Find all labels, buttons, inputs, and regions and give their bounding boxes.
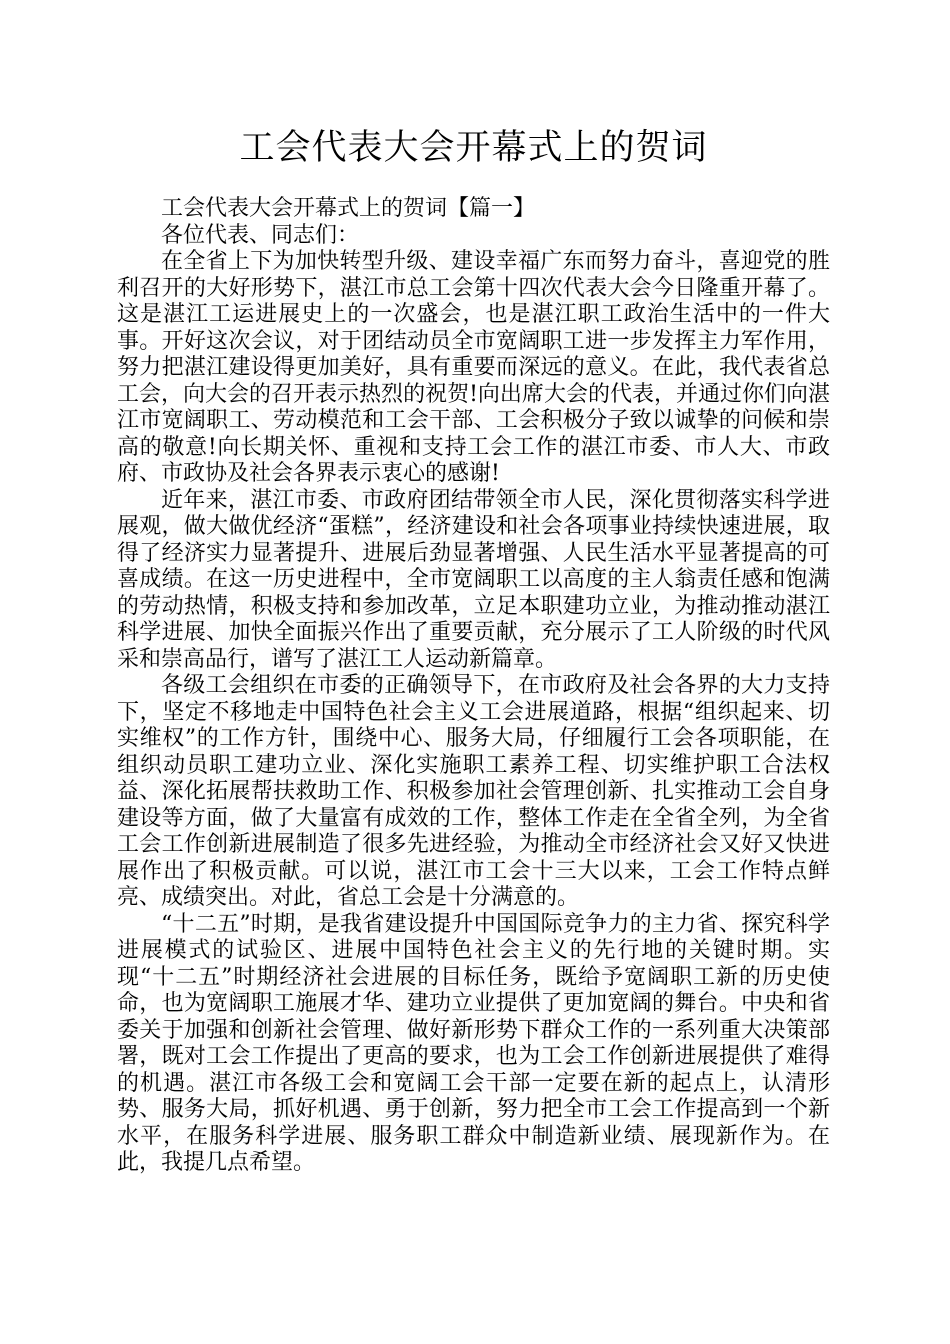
section-heading: 工会代表大会开幕式上的贺词【篇一】 [161,196,536,221]
document-page [117,120,830,1177]
document-title: 工会代表大会开幕式上的贺词 [239,128,708,168]
paragraph-1: 在全省上下为加快转型升级、建设幸福广东而努力奋斗，喜迎党的胜利召开的大好形势下，湛江市总工会第十四次代表大会今日隆重开幕了。这是湛江工运进展史上的一次盛会，也是湛江职工政治生活中的一件大事。开好这次会议，对于团结动员全市宽阔职工进一步发挥主力军作用，努力把湛江建设得更加美好，具有重要而深远的意义。在此，我代表省总工会，向大会的召开表示热烈的祝贺!向出席大会的代表，并通过你们向湛江市宽阔职工、劳动模范和工会干部、工会积极分子致以诚挚的问候和崇高的敬意!向长期关怀、重视和支持工会工作的湛江市委、市人大、市政府、市政协及社会各界表示衷心的感谢! [117,249,830,486]
paragraph-2: 近年来，湛江市委、市政府团结带领全市人民，深化贯彻落实科学进展观，做大做优经济“蛋糕”，经济建设和社会各项事业持续快速进展，取得了经济实力显著提升、进展后劲显著增强、人民生活水平显著提高的可喜成绩。在这一历史进程中，全市宽阔职工以高度的主人翁责任感和饱满的劳动热情，积极支持和参加改革，立足本职建功立业，为推动推动湛江科学进展、加快全面振兴作出了重要贡献，充分展示了工人阶级的时代风采和崇高品行，谱写了湛江工人运动新篇章。 [117,487,830,672]
document-body [117,196,830,1177]
paragraph-3: 各级工会组织在市委的正确领导下，在市政府及社会各界的大力支持下，坚定不移地走中国特色社会主义工会进展道路，根据“组织起来、切实维权”的工作方针，围绕中心、服务大局，仔细履行工会各项职能，在组织动员职工建功立业、深化实施职工素养工程、切实维护职工合法权益、深化拓展帮扶救助工作、积极参加社会管理创新、扎实推动工会自身建设等方面，做了大量富有成效的工作，整体工作走在全省全列，为全省工会工作创新进展制造了很多先进经验，为推动全市经济社会又好又快进展作出了积极贡献。可以说，湛江市工会十三大以来，工会工作特点鲜亮、成绩突出。对此，省总工会是十分满意的。 [117,673,830,910]
paragraph-4: “十二五”时期，是我省建设提升中国国际竞争力的主力省、探究科学进展模式的试验区、进展中国特色社会主义的先行地的关键时期。实现“十二五”时期经济社会进展的目标任务，既给予宽阔职工新的历史使命，也为宽阔职工施展才华、建功立业提供了更加宽阔的舞台。中央和省委关于加强和创新社会管理、做好新形势下群众工作的一系列重大决策部署，既对工会工作提出了更高的要求，也为工会工作创新进展提供了难得的机遇。湛江市各级工会和宽阔工会干部一定要在新的起点上，认清形势、服务大局，抓好机遇、勇于创新，努力把全市工会工作提高到一个新水平，在服务科学进展、服务职工群众中制造新业绩、展现新作为。在此，我提几点希望。 [117,911,830,1175]
salutation: 各位代表、同志们： [161,222,360,248]
